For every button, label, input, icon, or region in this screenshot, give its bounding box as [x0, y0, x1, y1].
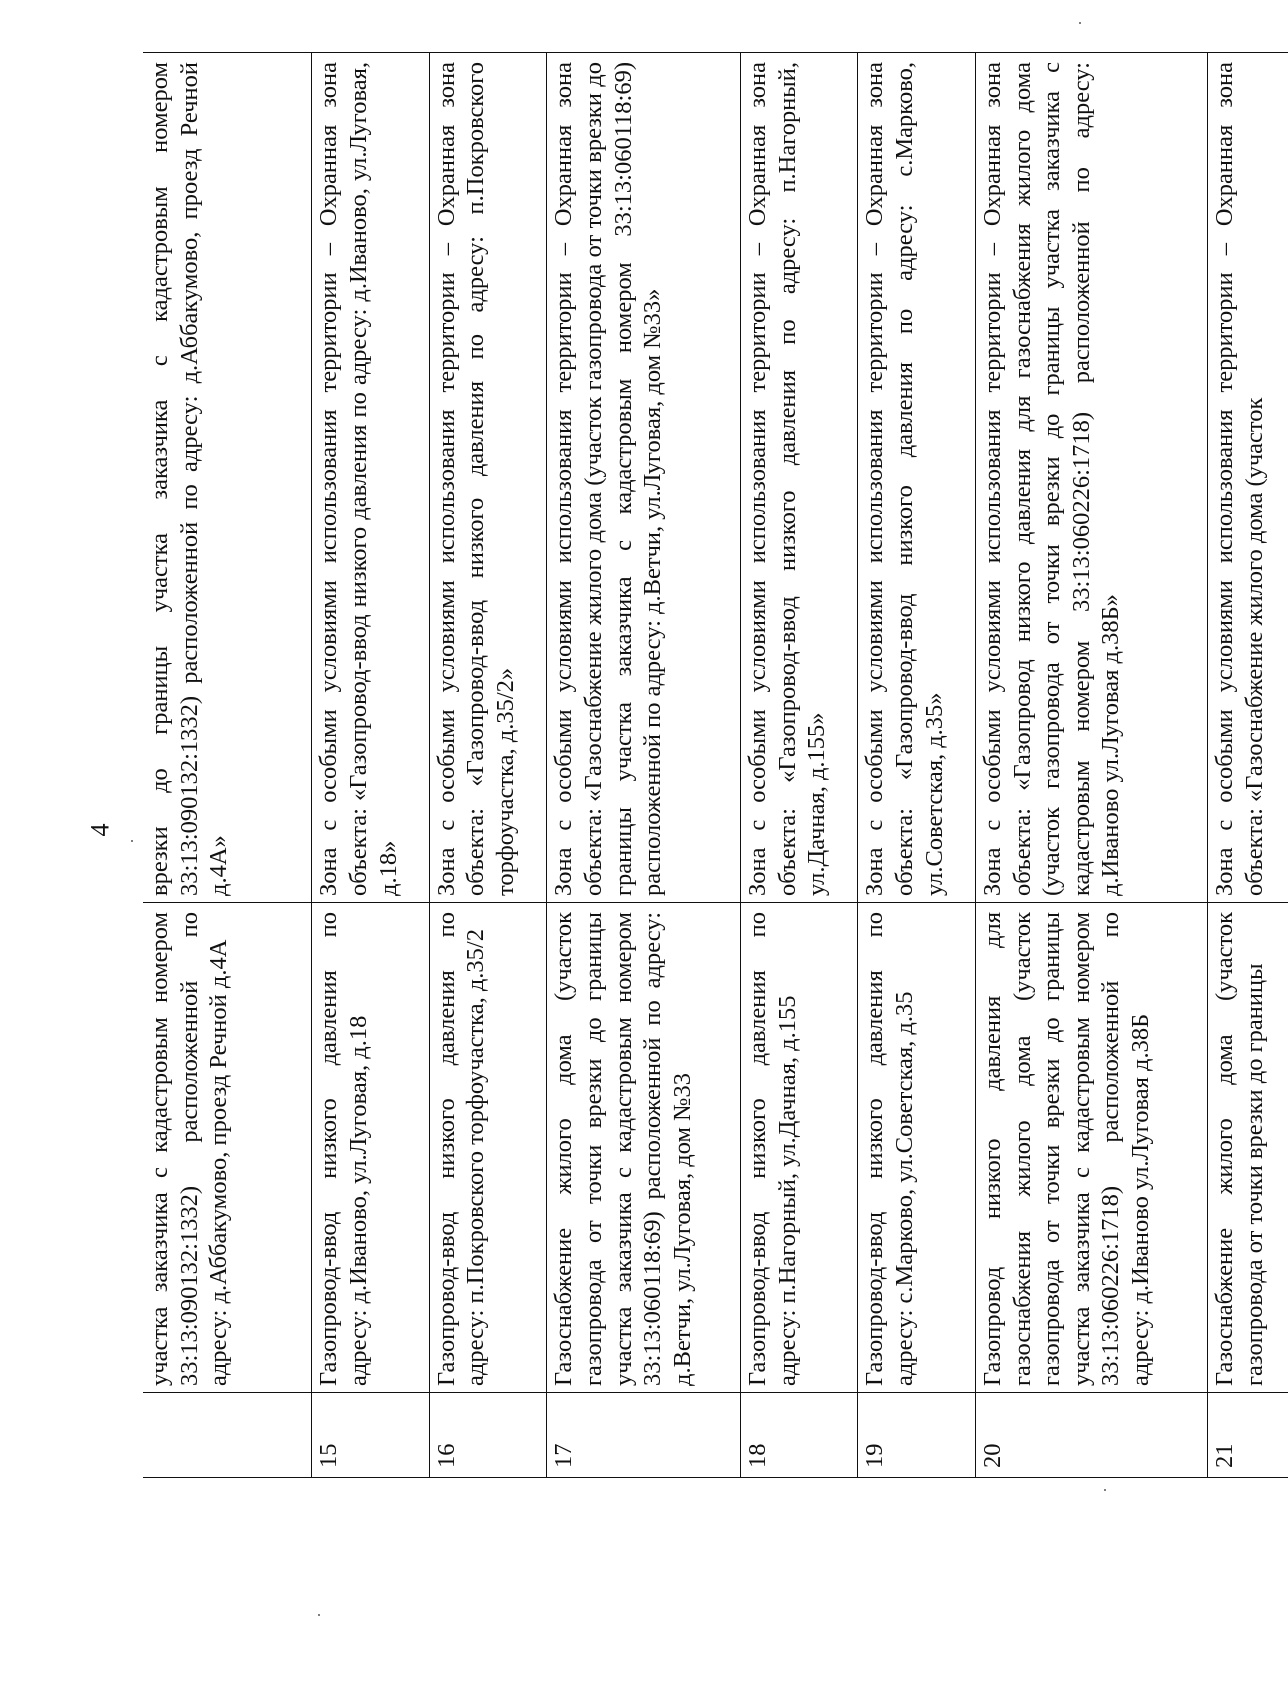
zone-description-cell: Зона с особыми условиями использования территории – Охранная зона объекта: «Газопровод-ввод низкого давления по адресу: п.Покровского торфоучастка, д.35/2» — [429, 53, 547, 903]
page-number: 4 — [85, 823, 115, 837]
zones-table — [143, 52, 1288, 1478]
table-row — [858, 53, 975, 1478]
object-name-cell: Газопровод низкого давления для газоснабжения жилого дома (участок газопровода от точки врезки до границы участка заказчика с кадастровым номером 33:13:060226:1718) расположенной по адресу: д.Иваново ул.Луговая д.38Б — [975, 903, 1208, 1393]
scan-speck — [1079, 22, 1081, 24]
rotated-table-container — [143, 53, 1288, 1478]
zone-description-cell: врезки до границы участка заказчика с кадастровым номером 33:13:090132:1332) расположенной по адресу: д.Аббакумово, проезд Речной д.4А» — [143, 53, 312, 903]
object-name-cell: Газопровод-ввод низкого давления по адресу: п.Нагорный, ул.Дачная, д.155 — [741, 903, 858, 1393]
scan-speck — [318, 1614, 320, 1616]
table-row — [312, 53, 429, 1478]
scan-speck — [131, 840, 133, 842]
table-row — [143, 53, 312, 1478]
object-name-cell: Газоснабжение жилого дома (участок газопровода от точки врезки до границы — [1208, 903, 1288, 1393]
zone-description-cell: Зона с особыми условиями использования территории – Охранная зона объекта: «Газопровод-ввод низкого давления по адресу: д.Иваново, ул.Луговая, д.18» — [312, 53, 429, 903]
row-number: 16 — [429, 1393, 547, 1478]
table-row — [741, 53, 858, 1478]
row-number: 17 — [547, 1393, 741, 1478]
object-name-cell: Газоснабжение жилого дома (участок газопровода от точки врезки до границы участка заказчика с кадастровым номером 33:13:060118:69) расположенной по адресу: д.Ветчи, ул.Луговая, дом №33 — [547, 903, 741, 1393]
zone-description-cell: Зона с особыми условиями использования территории – Охранная зона объекта: «Газопровод-ввод низкого давления по адресу: п.Нагорный, ул.Дачная, д.155» — [741, 53, 858, 903]
zone-description-cell: Зона с особыми условиями использования территории – Охранная зона объекта: «Газопровод низкого давления для газоснабжения жилого дома (участок газопровода от точки врезки до границы участка заказчика с кадастровым номером 33:13:060226:1718) расположенной по адресу: д.Иваново ул.Луговая д.38Б» — [975, 53, 1208, 903]
row-number: 15 — [312, 1393, 429, 1478]
zone-description-cell: Зона с особыми условиями использования территории – Охранная зона объекта: «Газопровод-ввод низкого давления по адресу: с.Марково, ул.Советская, д.35» — [858, 53, 975, 903]
row-number: 21 — [1208, 1393, 1288, 1478]
object-name-cell: Газопровод-ввод низкого давления по адресу: д.Иваново, ул.Луговая, д.18 — [312, 903, 429, 1393]
table-row — [1208, 53, 1288, 1478]
row-number: 20 — [975, 1393, 1208, 1478]
zone-description-cell: Зона с особыми условиями использования территории – Охранная зона объекта: «Газоснабжение жилого дома (участок — [1208, 53, 1288, 903]
table-row — [429, 53, 547, 1478]
object-name-cell: Газопровод-ввод низкого давления по адресу: с.Марково, ул.Советская, д.35 — [858, 903, 975, 1393]
object-name-cell: Газопровод-ввод низкого давления по адресу: п.Покровского торфоучастка, д.35/2 — [429, 903, 547, 1393]
row-number: 19 — [858, 1393, 975, 1478]
table-row — [547, 53, 741, 1478]
table-row — [975, 53, 1208, 1478]
scan-speck — [1104, 1489, 1106, 1491]
row-number: 18 — [741, 1393, 858, 1478]
zone-description-cell: Зона с особыми условиями использования территории – Охранная зона объекта: «Газоснабжение жилого дома (участок газопровода от точки врезки до границы участка заказчика с кадастровым номером 33:13:060118:69) расположенной по адресу: д.Ветчи, ул.Луговая, дом №33» — [547, 53, 741, 903]
row-number — [143, 1393, 312, 1478]
object-name-cell: участка заказчика с кадастровым номером 33:13:090132:1332) расположенной по адресу: д.Аббакумово, проезд Речной д.4А — [143, 903, 312, 1393]
